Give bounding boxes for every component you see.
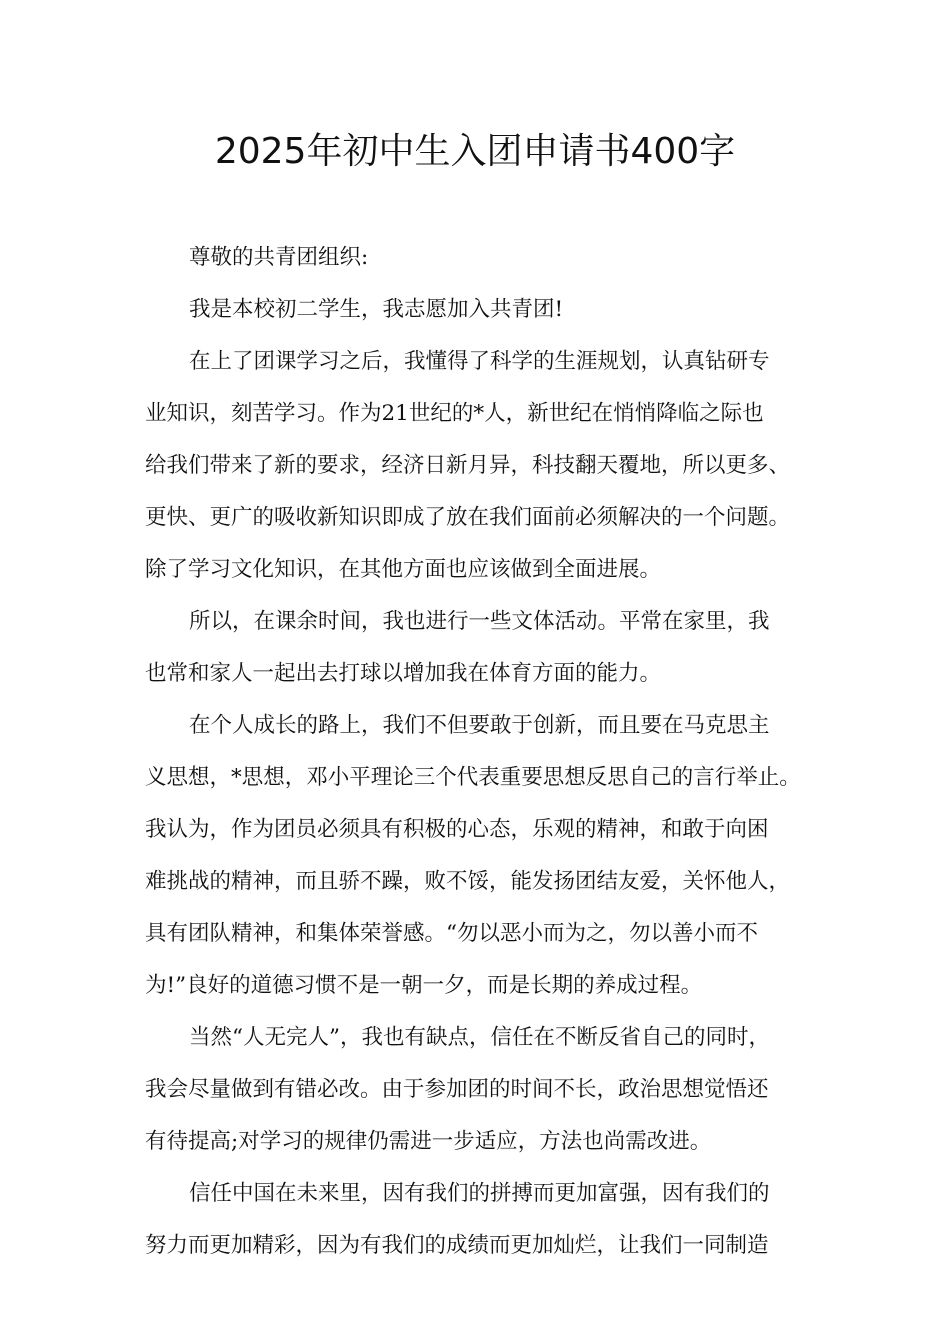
body-line: 信任中国在未来里，因有我们的拼搏而更加富强，因有我们的 bbox=[189, 1181, 770, 1206]
body-line: 在上了团课学习之后，我懂得了科学的生涯规划，认真钻研专 bbox=[189, 349, 770, 374]
body-line: 我认为，作为团员必须具有积极的心态，乐观的精神，和敢于向困 bbox=[145, 817, 769, 842]
body-line: 难挑战的精神，而且骄不躁，败不馁，能发扬团结友爱，关怀他人， bbox=[145, 869, 791, 894]
body-line: 也常和家人一起出去打球以增加我在体育方面的能力。 bbox=[145, 661, 662, 686]
body-line: 有待提高;对学习的规律仍需进一步适应，方法也尚需改进。 bbox=[145, 1129, 712, 1154]
body-line: 除了学习文化知识，在其他方面也应该做到全面进展。 bbox=[145, 557, 662, 582]
body-line: 所以，在课余时间，我也进行一些文体活动。平常在家里，我 bbox=[189, 609, 770, 634]
body-line: 努力而更加精彩，因为有我们的成绩而更加灿烂，让我们一同制造 bbox=[145, 1233, 769, 1258]
body-line: 业知识，刻苦学习。作为21世纪的*人，新世纪在悄悄降临之际也 bbox=[145, 401, 764, 426]
body-line: 具有团队精神，和集体荣誉感。“勿以恶小而为之，勿以善小而不 bbox=[145, 921, 758, 946]
document-title: 2025年初中生入团申请书400字 bbox=[214, 131, 736, 172]
body-line: 当然“人无完人”，我也有缺点，信任在不断反省自己的同时， bbox=[189, 1025, 770, 1050]
body-line: 我会尽量做到有错必改。由于参加团的时间不长，政治思想觉悟还 bbox=[145, 1077, 769, 1102]
body-line: 义思想，*思想，邓小平理论三个代表重要思想反思自己的言行举止。 bbox=[145, 765, 801, 790]
document-body bbox=[145, 232, 825, 1272]
body-line: 尊敬的共青团组织: bbox=[189, 245, 369, 270]
body-line: 更快、更广的吸收新知识即成了放在我们面前必须解决的一个问题。 bbox=[145, 505, 791, 530]
body-line: 为!”良好的道德习惯不是一朝一夕，而是长期的养成过程。 bbox=[145, 973, 703, 998]
body-line: 给我们带来了新的要求，经济日新月异，科技翻天覆地，所以更多、 bbox=[145, 453, 791, 478]
body-line: 在个人成长的路上，我们不但要敢于创新，而且要在马克思主 bbox=[189, 713, 770, 738]
body-line: 我是本校初二学生，我志愿加入共青团! bbox=[189, 297, 564, 322]
